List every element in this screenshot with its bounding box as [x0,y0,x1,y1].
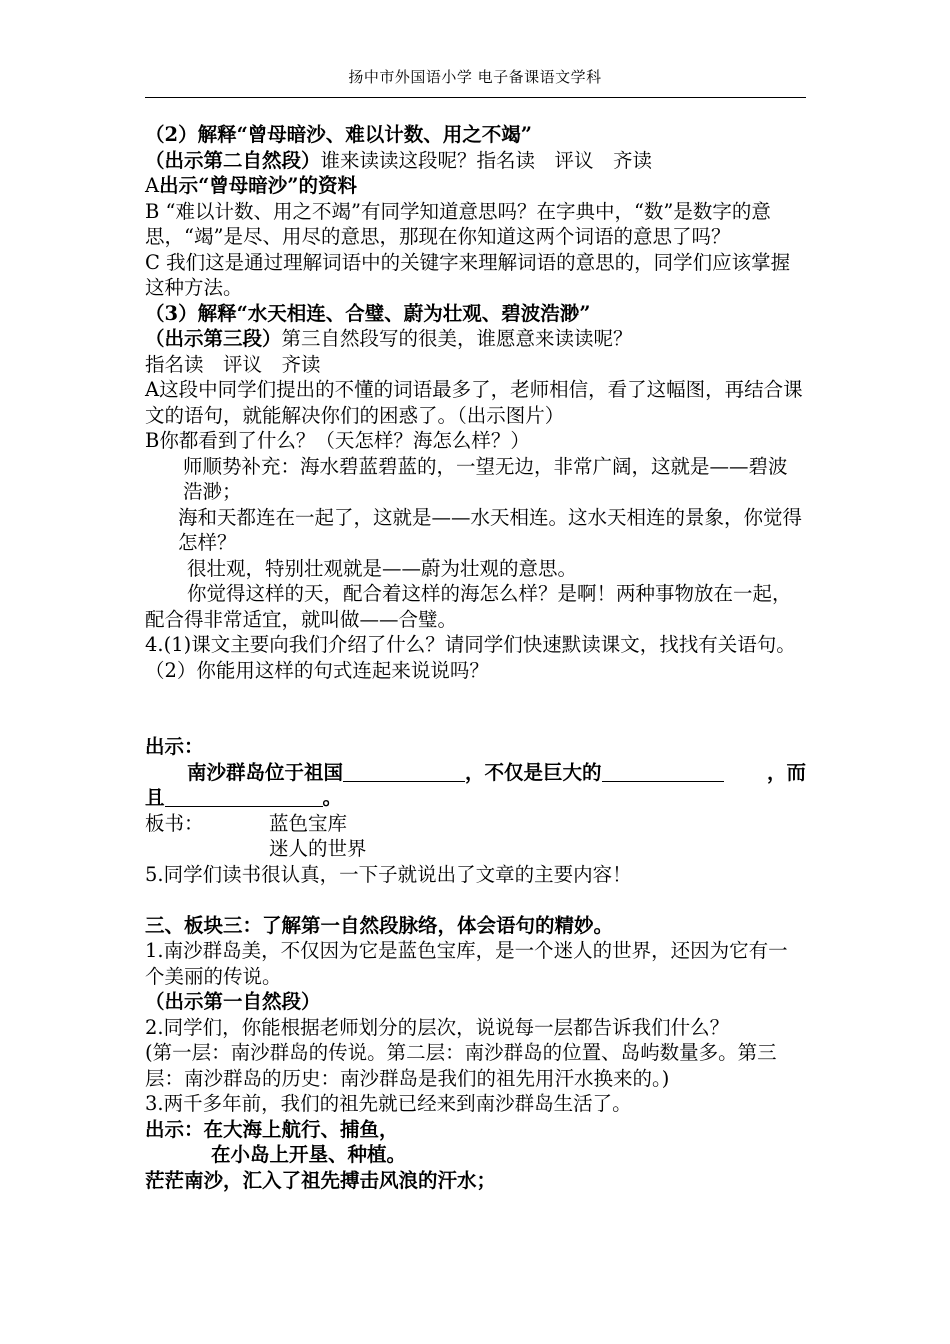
line-9: A这段中同学们提出的不懂的词语最多了，老师相信，看了这幅图，再结合课文的语句，就能解决你们的困惑了。（出示图片） [145,378,803,427]
line-7-text: 第三自然段写的很美，谁愿意来读读呢？ [281,327,633,350]
fill-blank-1 [343,761,465,782]
line-8: 指名读 评议 齐读 [145,352,321,376]
line-22: 5.同学们读书很认真，一下子就说出了文章的主要内容！ [145,862,632,886]
line-3-letter: A [145,174,160,197]
line-5: C 我们这是通过理解词语中的关键字来理解词语的意思的，同学们应该掌握这种方法。 [145,250,791,299]
line-4: B “难以计数、用之不竭”有同学知道意思吗？在字典中，“数”是数字的意思，“竭”是尽、用尽的意思，那现在你知道这两个词语的意思了吗？ [145,199,771,248]
line-19-b: 。 [322,786,343,809]
spacer [145,709,806,735]
line-15: 4.(1)课文主要向我们介绍了什么？请同学们快速默读课文，找找有关语句。 [145,633,796,656]
line-14: 你觉得这样的天，配合着这样的海怎么样？是啊！两种事物放在一起，配合得非常适宜，就叫做——合璧。 [145,582,792,631]
line-1: （2）解释“曾母暗沙、难以计数、用之不竭” [145,123,533,146]
line-3 [145,173,806,199]
line-24: 1.南沙群岛美，不仅因为它是蓝色宝库，是一个迷人的世界，还因为它有一个美丽的传说。 [145,939,788,988]
line-13: 很壮观，特别壮观就是——蔚为壮观的意思。 [187,556,578,580]
line-18-b: ，不仅是巨大的 [465,760,602,784]
line-2 [145,148,806,174]
line-18-c: ，而 [766,760,806,784]
line-2-bold: （出示第二自然段） [145,148,321,172]
page-header: 扬中市外国语小学 电子备课语文学科 [348,68,602,86]
line-17: 出示： [145,735,204,758]
line-30: 在小岛上开垦、种植。 [211,1143,407,1166]
line-19 [145,785,806,811]
line-21: 迷人的世界 [269,837,367,860]
board-label: 板书： [145,811,204,835]
board-item-1: 蓝色宝库 [269,811,348,835]
line-28: 3.两千多年前，我们的祖先就已经来到南沙群岛生活了。 [145,1092,632,1115]
header-rule [145,97,806,98]
line-29: 出示：在大海上航行、捕鱼， [145,1117,399,1141]
line-31: 茫茫南沙，汇入了祖先搏击风浪的汗水； [145,1168,497,1192]
line-6: （3）解释“水天相连、合璧、蔚为壮观、碧波浩渺” [145,301,591,325]
line-12: 海和天都连在一起了，这就是——水天相连。这水天相连的景象，你觉得怎样？ [178,505,803,554]
line-23: 三、板块三：了解第一自然段脉络，体会语句的精妙。 [145,913,614,937]
spacer [145,887,806,913]
line-27: (第一层：南沙群岛的传说。第二层：南沙群岛的位置、岛屿数量多。第三层：南沙群岛的历史：南沙群岛是我们的祖先用汗水换来的。) [145,1041,777,1090]
line-20 [145,811,806,837]
spacer [145,683,806,709]
line-7 [145,326,806,352]
document-body [145,122,806,1193]
line-18-a: 南沙群岛位于祖国 [187,760,344,784]
line-7-bold: （出示第三段） [145,327,282,350]
fill-blank-2 [602,761,724,782]
line-19-a: 且 [145,786,165,809]
line-16: （2）你能用这样的句式连起来说说吗？ [145,658,489,682]
line-11: 师顺势补充：海水碧蓝碧蓝的，一望无边，非常广阔，这就是——碧波浩渺； [183,454,788,503]
line-25: （出示第一自然段） [145,990,321,1013]
line-2-text: 谁来读读这段呢？指名读 评议 齐读 [320,148,653,172]
fill-blank-3 [165,786,323,807]
line-3-bold: 出示“曾母暗沙”的资料 [159,174,358,197]
line-18 [145,760,806,786]
line-26: 2.同学们，你能根据老师划分的层次，说说每一层都告诉我们什么？ [145,1015,730,1039]
line-10: B你都看到了什么？（天怎样？海怎么样？） [145,429,530,452]
